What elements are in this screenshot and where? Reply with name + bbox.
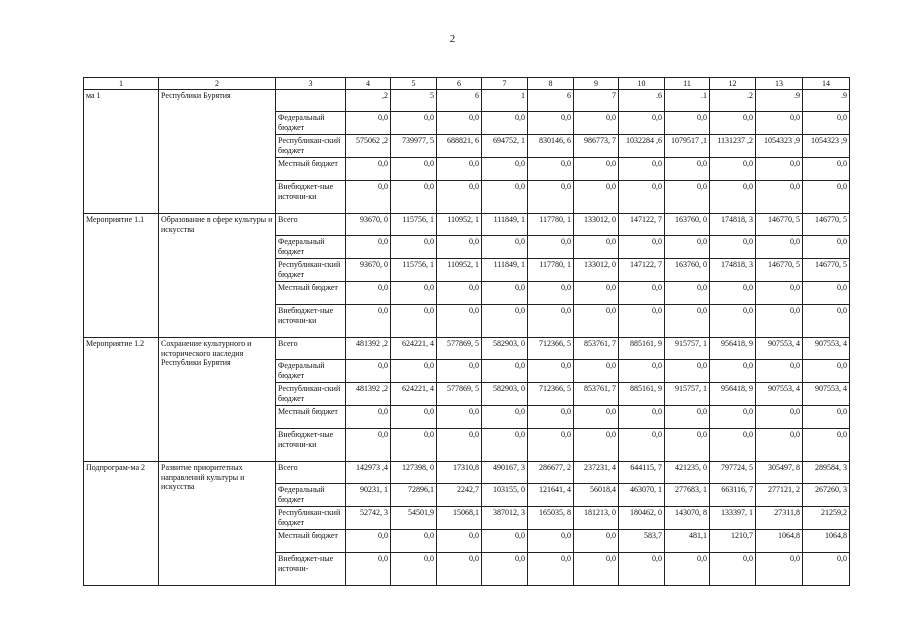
value-cell: 115756, 1 xyxy=(391,259,437,282)
value-cell: 0,0 xyxy=(756,406,803,429)
value-cell: 174818, 3 xyxy=(710,214,756,236)
value-cell: 0,0 xyxy=(619,282,665,305)
value-cell: 2242,7 xyxy=(437,484,482,507)
value-cell: 463070, 1 xyxy=(619,484,665,507)
value-cell: 181213, 0 xyxy=(574,507,619,530)
value-cell: 575062 ,2 xyxy=(346,135,391,158)
value-cell: 52742, 3 xyxy=(346,507,391,530)
value-cell: 0,0 xyxy=(574,553,619,586)
value-cell: 0,0 xyxy=(528,112,574,135)
header-cell: 9 xyxy=(574,78,619,90)
value-cell: 133397, 1 xyxy=(710,507,756,530)
value-cell: 0,0 xyxy=(346,530,391,553)
value-cell: 54501,9 xyxy=(391,507,437,530)
value-cell: 1054323 ,9 xyxy=(803,135,850,158)
value-cell: 0,0 xyxy=(710,305,756,338)
funding-source: Местный бюджет xyxy=(276,530,346,553)
value-cell: 0,0 xyxy=(619,305,665,338)
value-cell: 0,0 xyxy=(710,181,756,214)
value-cell: 907553, 4 xyxy=(803,383,850,406)
value-cell: 0,0 xyxy=(437,158,482,181)
value-cell: .2 xyxy=(710,90,756,112)
value-cell: 147122, 7 xyxy=(619,214,665,236)
value-cell: 0,0 xyxy=(803,112,850,135)
value-cell: 6 xyxy=(437,90,482,112)
value-cell: 146770, 5 xyxy=(756,214,803,236)
value-cell: 305497, 8 xyxy=(756,462,803,484)
value-cell: 103155, 0 xyxy=(482,484,528,507)
value-cell: 21259,2 xyxy=(803,507,850,530)
funding-source: Республикан-ский бюджет xyxy=(276,135,346,158)
funding-source: Местный бюджет xyxy=(276,158,346,181)
value-cell: 0,0 xyxy=(391,282,437,305)
value-cell: 1064,8 xyxy=(756,530,803,553)
value-cell: 267260, 3 xyxy=(803,484,850,507)
value-cell: 0,0 xyxy=(574,158,619,181)
value-cell: .1 xyxy=(665,90,710,112)
value-cell: 286677, 2 xyxy=(528,462,574,484)
value-cell: 0,0 xyxy=(756,429,803,462)
value-cell: 694752, 1 xyxy=(482,135,528,158)
value-cell: 1079517 ,1 xyxy=(665,135,710,158)
value-cell: 237231, 4 xyxy=(574,462,619,484)
value-cell: 0,0 xyxy=(528,553,574,586)
header-cell: 11 xyxy=(665,78,710,90)
value-cell: 797724, 5 xyxy=(710,462,756,484)
value-cell: 583,7 xyxy=(619,530,665,553)
value-cell: 0,0 xyxy=(803,236,850,259)
value-cell: 0,0 xyxy=(482,112,528,135)
funding-source: Федеральный бюджет xyxy=(276,360,346,383)
header-cell: 5 xyxy=(391,78,437,90)
value-cell: 885161, 9 xyxy=(619,383,665,406)
value-cell: 27311,8 xyxy=(756,507,803,530)
page-number: 2 xyxy=(449,33,456,45)
value-cell: 0,0 xyxy=(665,158,710,181)
funding-source: Всего xyxy=(276,214,346,236)
value-cell: 624221, 4 xyxy=(391,383,437,406)
table-row xyxy=(84,214,850,236)
table-row xyxy=(84,462,850,484)
value-cell: 0,0 xyxy=(574,406,619,429)
value-cell: 0,0 xyxy=(528,406,574,429)
header-cell: 4 xyxy=(346,78,391,90)
value-cell: 143070, 8 xyxy=(665,507,710,530)
value-cell: 147122, 7 xyxy=(619,259,665,282)
value-cell: 5 xyxy=(391,90,437,112)
program-code: Мероприятие 1.2 xyxy=(84,338,159,462)
funding-source: Республикан-ский бюджет xyxy=(276,259,346,282)
value-cell: 0,0 xyxy=(619,429,665,462)
value-cell: 0,0 xyxy=(574,112,619,135)
value-cell: 956418, 9 xyxy=(710,338,756,360)
value-cell: 1131237 ,2 xyxy=(710,135,756,158)
value-cell: 117780, 1 xyxy=(528,259,574,282)
value-cell: 0,0 xyxy=(346,236,391,259)
value-cell: 146770, 5 xyxy=(803,214,850,236)
program-name: Развитие приоритетных направлений культуры и искусства xyxy=(159,462,276,586)
value-cell: 0,0 xyxy=(528,305,574,338)
value-cell: 15068,1 xyxy=(437,507,482,530)
value-cell: 0,0 xyxy=(710,282,756,305)
value-cell: 165035, 8 xyxy=(528,507,574,530)
header-cell: 8 xyxy=(528,78,574,90)
value-cell: 0,0 xyxy=(346,181,391,214)
value-cell: 0,0 xyxy=(482,429,528,462)
value-cell: 0,0 xyxy=(756,282,803,305)
value-cell: 0,0 xyxy=(346,305,391,338)
value-cell: 0,0 xyxy=(391,406,437,429)
value-cell: 7 xyxy=(574,90,619,112)
value-cell: 0,0 xyxy=(482,181,528,214)
value-cell: 0,0 xyxy=(619,112,665,135)
value-cell: 986773, 7 xyxy=(574,135,619,158)
value-cell: 163760, 0 xyxy=(665,214,710,236)
value-cell: 0,0 xyxy=(665,553,710,586)
funding-source: Федеральный бюджет xyxy=(276,112,346,135)
value-cell: 582903, 0 xyxy=(482,383,528,406)
value-cell: 0,0 xyxy=(619,236,665,259)
value-cell: 0,0 xyxy=(482,406,528,429)
value-cell: 853761, 7 xyxy=(574,338,619,360)
value-cell: 0,0 xyxy=(803,305,850,338)
value-cell: 387012, 3 xyxy=(482,507,528,530)
value-cell: 0,0 xyxy=(346,553,391,586)
value-cell: 111849, 1 xyxy=(482,214,528,236)
value-cell: 0,0 xyxy=(437,406,482,429)
value-cell: 0,0 xyxy=(528,429,574,462)
value-cell: 0,0 xyxy=(391,112,437,135)
header-cell: 14 xyxy=(803,78,850,90)
value-cell: 174818, 3 xyxy=(710,259,756,282)
value-cell: 0,0 xyxy=(665,112,710,135)
value-cell: 0,0 xyxy=(437,236,482,259)
value-cell: 0,0 xyxy=(482,360,528,383)
value-cell: 0,0 xyxy=(391,553,437,586)
value-cell: 712366, 5 xyxy=(528,383,574,406)
value-cell: 0,0 xyxy=(574,236,619,259)
value-cell: .9 xyxy=(803,90,850,112)
value-cell: 0,0 xyxy=(756,236,803,259)
value-cell: 0,0 xyxy=(756,553,803,586)
value-cell: 577869, 5 xyxy=(437,383,482,406)
value-cell: 663116, 7 xyxy=(710,484,756,507)
header-cell: 3 xyxy=(276,78,346,90)
value-cell: 0,0 xyxy=(528,360,574,383)
value-cell: 117780, 1 xyxy=(528,214,574,236)
value-cell: 0,0 xyxy=(756,181,803,214)
funding-source: Внебюджет-ные источни-ки xyxy=(276,429,346,462)
value-cell: 0,0 xyxy=(346,429,391,462)
value-cell: 0,0 xyxy=(710,236,756,259)
value-cell: 739977, 5 xyxy=(391,135,437,158)
program-code: Мероприятие 1.1 xyxy=(84,214,159,338)
value-cell: 907553, 4 xyxy=(756,338,803,360)
value-cell: 830146, 6 xyxy=(528,135,574,158)
program-code: Подпрограм-ма 2 xyxy=(84,462,159,586)
value-cell: 0,0 xyxy=(391,429,437,462)
value-cell: 644115, 7 xyxy=(619,462,665,484)
value-cell: 0,0 xyxy=(756,305,803,338)
value-cell: 0,0 xyxy=(437,530,482,553)
value-cell: 277683, 1 xyxy=(665,484,710,507)
value-cell: 0,0 xyxy=(665,236,710,259)
header-cell: 1 xyxy=(84,78,159,90)
value-cell: 72896,1 xyxy=(391,484,437,507)
value-cell: 0,0 xyxy=(619,406,665,429)
header-cell: 6 xyxy=(437,78,482,90)
value-cell: 0,0 xyxy=(803,553,850,586)
table-row xyxy=(84,90,850,112)
program-code: ма 1 xyxy=(84,90,159,214)
value-cell: 1210,7 xyxy=(710,530,756,553)
value-cell: 0,0 xyxy=(665,429,710,462)
value-cell: 1 xyxy=(482,90,528,112)
value-cell: 0,0 xyxy=(437,429,482,462)
value-cell: 110952, 1 xyxy=(437,259,482,282)
value-cell: 0,0 xyxy=(346,406,391,429)
funding-source: Всего xyxy=(276,462,346,484)
value-cell: 0,0 xyxy=(574,181,619,214)
value-cell: 0,0 xyxy=(391,181,437,214)
value-cell: 0,0 xyxy=(482,530,528,553)
value-cell: 0,0 xyxy=(528,236,574,259)
value-cell: 0,0 xyxy=(710,553,756,586)
value-cell: 0,0 xyxy=(391,530,437,553)
value-cell: 712366, 5 xyxy=(528,338,574,360)
value-cell: 0,0 xyxy=(619,181,665,214)
program-name: Образование в сфере культуры и искусства xyxy=(159,214,276,338)
header-cell: 7 xyxy=(482,78,528,90)
value-cell: 0,0 xyxy=(803,181,850,214)
value-cell: 0,0 xyxy=(482,158,528,181)
value-cell: 0,0 xyxy=(437,112,482,135)
value-cell: 146770, 5 xyxy=(803,259,850,282)
value-cell: 853761, 7 xyxy=(574,383,619,406)
value-cell: 110952, 1 xyxy=(437,214,482,236)
value-cell: 93670, 0 xyxy=(346,259,391,282)
table-row xyxy=(84,338,850,360)
value-cell: 0,0 xyxy=(437,360,482,383)
value-cell: 907553, 4 xyxy=(756,383,803,406)
value-cell: 0,0 xyxy=(619,553,665,586)
value-cell: 121641, 4 xyxy=(528,484,574,507)
value-cell: 577869, 5 xyxy=(437,338,482,360)
value-cell: 624221, 4 xyxy=(391,338,437,360)
header-cell: 12 xyxy=(710,78,756,90)
value-cell: 0,0 xyxy=(756,158,803,181)
header-cell: 13 xyxy=(756,78,803,90)
value-cell: 0,0 xyxy=(346,112,391,135)
value-cell: 907553, 4 xyxy=(803,338,850,360)
funding-source: Республикан-ский бюджет xyxy=(276,383,346,406)
value-cell: 481392 ,2 xyxy=(346,338,391,360)
value-cell: 0,0 xyxy=(665,305,710,338)
value-cell: ,2 xyxy=(346,90,391,112)
value-cell: 1054323 ,9 xyxy=(756,135,803,158)
funding-source: Внебюджет-ные источни- xyxy=(276,553,346,586)
value-cell: 0,0 xyxy=(528,158,574,181)
program-name: Республики Бурятия xyxy=(159,90,276,214)
value-cell: 289584, 3 xyxy=(803,462,850,484)
value-cell: 0,0 xyxy=(710,406,756,429)
header-row xyxy=(84,78,850,90)
value-cell: 1032284 ,6 xyxy=(619,135,665,158)
value-cell: 0,0 xyxy=(710,360,756,383)
value-cell: 0,0 xyxy=(803,406,850,429)
header-cell: 10 xyxy=(619,78,665,90)
value-cell: 885161, 9 xyxy=(619,338,665,360)
value-cell: 127398, 0 xyxy=(391,462,437,484)
value-cell: 93670, 0 xyxy=(346,214,391,236)
funding-source: Внебюджет-ные источни-ки xyxy=(276,181,346,214)
value-cell: 111849, 1 xyxy=(482,259,528,282)
value-cell: 146770, 5 xyxy=(756,259,803,282)
value-cell: 421235, 0 xyxy=(665,462,710,484)
value-cell: 0,0 xyxy=(391,158,437,181)
value-cell: 56018,4 xyxy=(574,484,619,507)
value-cell: 0,0 xyxy=(574,282,619,305)
value-cell: 0,0 xyxy=(710,158,756,181)
funding-source: Федеральный бюджет xyxy=(276,484,346,507)
budget-table xyxy=(83,77,850,586)
funding-source: Местный бюджет xyxy=(276,406,346,429)
value-cell: 133012, 0 xyxy=(574,259,619,282)
value-cell: 0,0 xyxy=(803,429,850,462)
value-cell: 0,0 xyxy=(437,282,482,305)
value-cell: 133012, 0 xyxy=(574,214,619,236)
value-cell: 163760, 0 xyxy=(665,259,710,282)
value-cell: 0,0 xyxy=(482,236,528,259)
value-cell: 0,0 xyxy=(710,429,756,462)
value-cell: 481392 ,2 xyxy=(346,383,391,406)
value-cell: 0,0 xyxy=(437,553,482,586)
value-cell: 0,0 xyxy=(437,305,482,338)
value-cell: 0,0 xyxy=(346,360,391,383)
value-cell: .6 xyxy=(619,90,665,112)
value-cell: 142973 ,4 xyxy=(346,462,391,484)
value-cell: 0,0 xyxy=(437,181,482,214)
value-cell: 956418, 9 xyxy=(710,383,756,406)
value-cell: 0,0 xyxy=(346,282,391,305)
program-name: Сохранение культурного и исторического наследия Республики Бурятия xyxy=(159,338,276,462)
value-cell: 0,0 xyxy=(391,305,437,338)
value-cell: 688821, 6 xyxy=(437,135,482,158)
value-cell: 0,0 xyxy=(803,360,850,383)
value-cell: 0,0 xyxy=(665,406,710,429)
header-cell: 2 xyxy=(159,78,276,90)
value-cell: 0,0 xyxy=(482,282,528,305)
value-cell: 0,0 xyxy=(665,181,710,214)
funding-source: Федеральный бюджет xyxy=(276,236,346,259)
value-cell: 0,0 xyxy=(665,360,710,383)
value-cell: 0,0 xyxy=(619,360,665,383)
value-cell: 915757, 1 xyxy=(665,338,710,360)
value-cell: 6 xyxy=(528,90,574,112)
funding-source: Всего xyxy=(276,338,346,360)
value-cell: 0,0 xyxy=(482,553,528,586)
value-cell: 0,0 xyxy=(803,282,850,305)
value-cell: 0,0 xyxy=(574,360,619,383)
value-cell: 0,0 xyxy=(391,236,437,259)
value-cell: 90231, 1 xyxy=(346,484,391,507)
value-cell: 0,0 xyxy=(574,305,619,338)
table-body xyxy=(84,90,850,586)
value-cell: 0,0 xyxy=(756,360,803,383)
value-cell: 0,0 xyxy=(574,429,619,462)
value-cell: 115756, 1 xyxy=(391,214,437,236)
value-cell: 490167, 3 xyxy=(482,462,528,484)
value-cell: 0,0 xyxy=(528,181,574,214)
funding-source: Внебюджет-ные источни-ки xyxy=(276,305,346,338)
value-cell: 0,0 xyxy=(619,158,665,181)
value-cell: 0,0 xyxy=(346,158,391,181)
value-cell: 1064,8 xyxy=(803,530,850,553)
funding-source: Местный бюджет xyxy=(276,282,346,305)
value-cell: 180462, 0 xyxy=(619,507,665,530)
value-cell: 17310,8 xyxy=(437,462,482,484)
funding-source xyxy=(276,90,346,112)
value-cell: 582903, 0 xyxy=(482,338,528,360)
funding-source: Республикан-ский бюджет xyxy=(276,507,346,530)
value-cell: 0,0 xyxy=(756,112,803,135)
value-cell: 915757, 1 xyxy=(665,383,710,406)
value-cell: 0,0 xyxy=(710,112,756,135)
value-cell: 277121, 2 xyxy=(756,484,803,507)
value-cell: 0,0 xyxy=(528,282,574,305)
value-cell: .9 xyxy=(756,90,803,112)
value-cell: 0,0 xyxy=(574,530,619,553)
value-cell: 481,1 xyxy=(665,530,710,553)
value-cell: 0,0 xyxy=(528,530,574,553)
value-cell: 0,0 xyxy=(391,360,437,383)
value-cell: 0,0 xyxy=(803,158,850,181)
value-cell: 0,0 xyxy=(665,282,710,305)
value-cell: 0,0 xyxy=(482,305,528,338)
